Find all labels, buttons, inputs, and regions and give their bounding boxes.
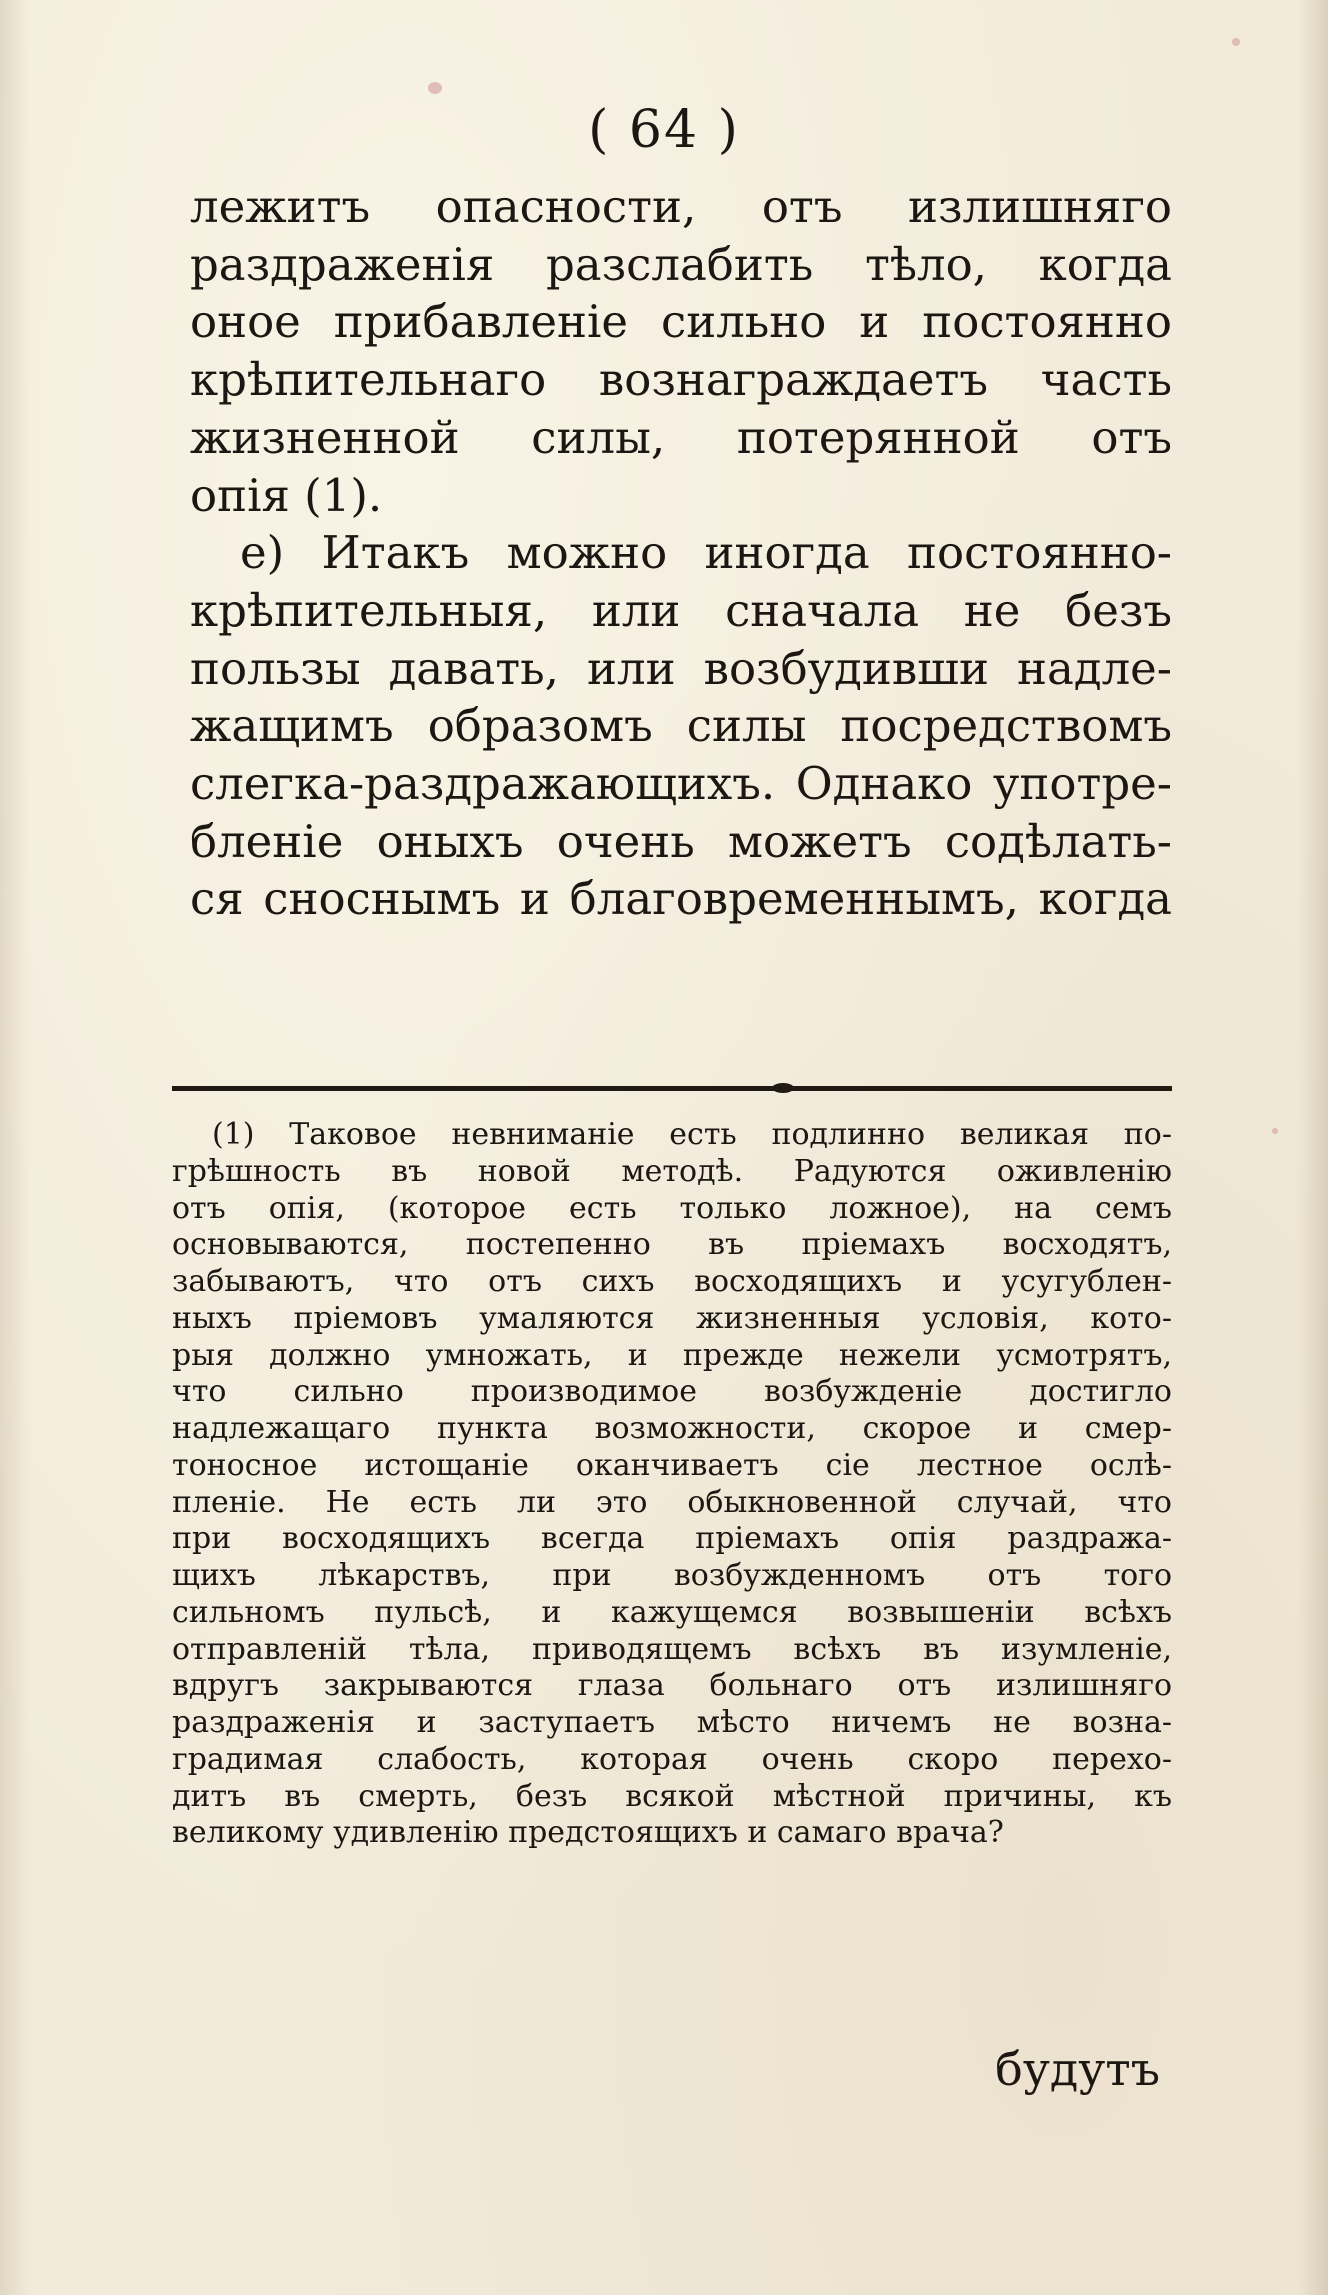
footnote-line: сильномъ пульсѣ, и кажущемся возвышеніи всѣхъ xyxy=(172,1594,1172,1630)
text-line: опія (1). xyxy=(190,468,383,522)
text-line: е) Итакъ можно иногда постоянно- xyxy=(240,526,1172,580)
footnote-line: великому удивленію предстоящихъ и самаго врача? xyxy=(172,1815,1004,1851)
text-line: оное прибавленіе сильно и постоянно xyxy=(190,295,1172,349)
ink-stain xyxy=(1232,38,1240,46)
footnote-line: основываются, постепенно въ пріемахъ восходятъ, xyxy=(172,1227,1172,1263)
text-line: бленіе оныхъ очень можетъ содѣлать- xyxy=(190,814,1172,868)
footnote-line: градимая слабость, которая очень скоро перехо- xyxy=(172,1741,1172,1777)
ink-stain xyxy=(428,82,442,94)
page-left-edge xyxy=(0,0,30,2295)
text-line: крѣпительныя, или сначала не безъ xyxy=(190,583,1172,637)
text-line: пользы давать, или возбудивши надле- xyxy=(190,641,1172,695)
footnote-line: отъ опія, (которое есть только ложное), на семъ xyxy=(172,1190,1172,1226)
footnote-line: пленіе. Не есть ли это обыкновенной случай, что xyxy=(172,1484,1172,1520)
text-line: слегка-раздражающихъ. Однако употре- xyxy=(190,757,1172,811)
main-text xyxy=(190,178,1172,928)
footnote-line: дитъ въ смерть, безъ всякой мѣстной причины, къ xyxy=(172,1778,1172,1814)
catchword: будутъ xyxy=(995,2042,1160,2096)
text-line: крѣпительнаго вознаграждаетъ часть xyxy=(190,353,1172,407)
ink-stain xyxy=(1272,1128,1278,1134)
footnote-line: раздраженія и заступаетъ мѣсто ничемъ не возна- xyxy=(172,1705,1172,1740)
footnote-line: надлежащаго пункта возможности, скорое и смер- xyxy=(172,1411,1172,1446)
footnote-line: отправленій тѣла, приводящемъ всѣхъ въ изумленіе, xyxy=(172,1631,1172,1667)
footnote-line: вдругъ закрываются глаза больнаго отъ излишняго xyxy=(172,1668,1172,1704)
text-line: ся сноснымъ и благовременнымъ, когда xyxy=(190,872,1172,926)
footnote-line: ныхъ пріемовъ умаляются жизненныя условія, кото- xyxy=(172,1300,1172,1336)
text-line: жащимъ образомъ силы посредствомъ xyxy=(190,699,1172,753)
text-line: жизненной силы, потерянной отъ xyxy=(190,410,1172,464)
footnote-line: грѣшность въ новой методѣ. Радуются оживленію xyxy=(172,1153,1172,1189)
footnote-line: щихъ лѣкарствъ, при возбужденномъ отъ того xyxy=(172,1558,1172,1593)
page-right-edge xyxy=(1298,0,1328,2295)
text-line: раздраженія разслабить тѣло, когда xyxy=(190,237,1172,291)
footnote-separator-rule xyxy=(172,1086,1172,1091)
footnote-line: что сильно производимое возбужденіе достигло xyxy=(172,1374,1172,1410)
footnote-line: (1) Таковое невниманіе есть подлинно великая по- xyxy=(212,1117,1172,1152)
page-number: ( 64 ) xyxy=(588,100,740,160)
footnote-line: забываютъ, что отъ сихъ восходящихъ и усугублен- xyxy=(172,1264,1172,1299)
footnote-line: при восходящихъ всегда пріемахъ опія раздража- xyxy=(172,1521,1172,1557)
footnote xyxy=(172,1117,1172,1852)
text-line: лежитъ опасности, отъ излишняго xyxy=(190,180,1172,233)
footnote-line: тоносное истощаніе оканчиваетъ сіе лестное ослѣ- xyxy=(172,1447,1172,1483)
footnote-line: рыя должно умножать, и прежде нежели усмотрятъ, xyxy=(172,1337,1172,1373)
